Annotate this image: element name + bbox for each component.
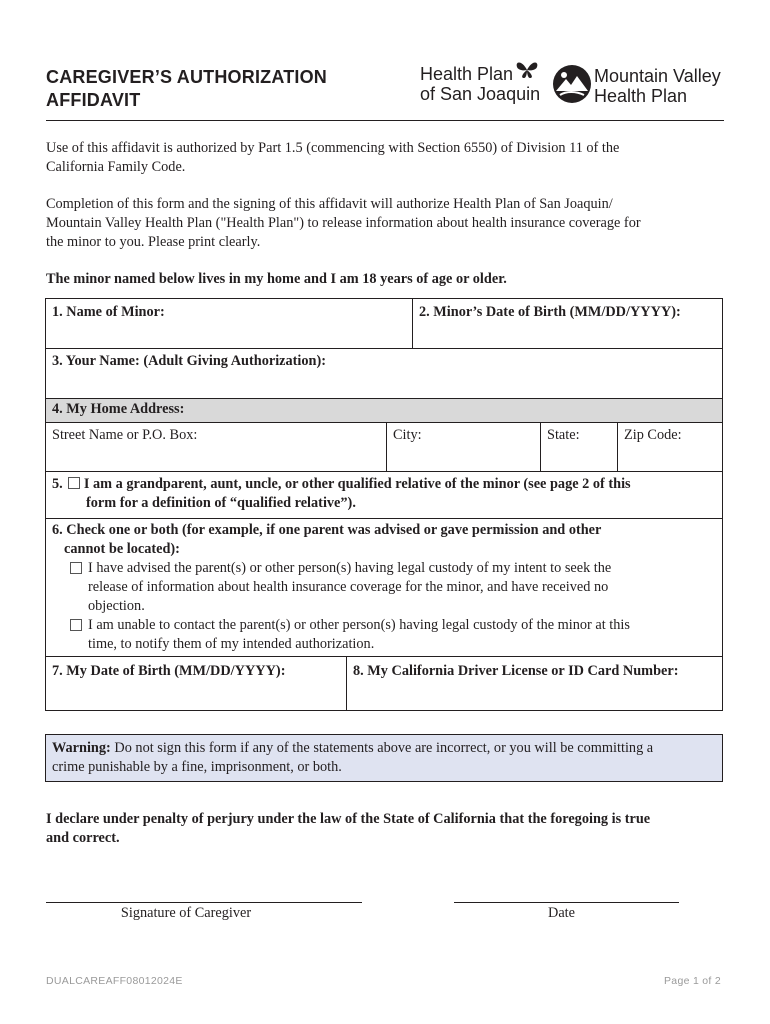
field5-line-1: I am a grandparent, aunt, uncle, or other qualified relative of the minor (see page 2 of this: [83, 476, 631, 492]
advised-parent-checkbox[interactable]: [70, 562, 82, 574]
caregiver-dob-label: 7. My Date of Birth (MM/DD/YYYY):: [52, 663, 286, 679]
mvhp-logo-line-2: Health Plan: [594, 86, 688, 106]
intro-p2-line-2: Mountain Valley Health Plan ("Health Plan") to release information about health insurance coverage for: [46, 215, 641, 231]
intro-p1-line-1: Use of this affidavit is authorized by Part 1.5 (commencing with Section 6550) of Division 11 of the: [46, 140, 620, 156]
zip-label: Zip Code:: [624, 427, 682, 443]
city-field[interactable]: [387, 423, 540, 471]
declaration-line-1: I declare under penalty of perjury under the law of the State of California that the foregoing is true: [46, 811, 651, 827]
qualified-relative-row: [46, 472, 722, 518]
opt1-line-2: release of information about health insurance coverage for the minor, and have received no: [88, 579, 609, 595]
street-field[interactable]: [46, 423, 386, 471]
minor-name-label: 1. Name of Minor:: [52, 304, 165, 320]
home-address-label: 4. My Home Address:: [52, 401, 185, 417]
form-code: DUALCAREAFF08012024E: [46, 975, 183, 987]
state-label: State:: [547, 427, 580, 443]
opt2-line-2: time, to notify them of my intended authorization.: [88, 636, 375, 652]
mvhp-logo: [594, 66, 721, 106]
warning-text-line-2: crime punishable by a fine, imprisonment, or both.: [52, 759, 342, 775]
qualified-relative-checkbox[interactable]: [68, 477, 80, 489]
city-label: City:: [393, 427, 422, 443]
date-signature-label: Date: [548, 905, 575, 921]
unable-to-contact-checkbox[interactable]: [70, 619, 82, 631]
custody-check-section: [46, 519, 722, 656]
title-line-2: AFFIDAVIT: [46, 90, 141, 110]
page-title: [46, 66, 327, 112]
adult-name-field[interactable]: [46, 349, 722, 398]
date-signature-line[interactable]: [454, 902, 679, 903]
butterfly-icon: [514, 58, 540, 82]
warning-box: [45, 734, 723, 782]
opt2-line-1: I am unable to contact the parent(s) or other person(s) having legal custody of the minor at this: [88, 617, 630, 633]
field6-line-2: cannot be located):: [64, 541, 180, 557]
option-unable-to-contact: [52, 616, 716, 654]
warning-label: Warning:: [52, 740, 111, 756]
street-label: Street Name or P.O. Box:: [52, 427, 198, 443]
field5-line-2: form for a definition of “qualified relative”).: [86, 495, 356, 511]
mountain-valley-icon: [552, 64, 592, 104]
caregiver-signature-label: Signature of Caregiver: [120, 905, 252, 921]
state-field[interactable]: [541, 423, 617, 471]
home-address-header: [46, 399, 722, 422]
hpsj-logo-line-1: Health Plan: [420, 64, 514, 84]
license-number-label: 8. My California Driver License or ID Card Number:: [353, 663, 679, 679]
affidavit-form: [45, 298, 723, 711]
intro-paragraph-2: [46, 195, 726, 252]
hpsj-logo-line-2: of San Joaquin: [420, 84, 541, 104]
minor-dob-field[interactable]: [413, 299, 723, 348]
intro-p1-line-2: California Family Code.: [46, 159, 186, 175]
opt1-line-1: I have advised the parent(s) or other person(s) having legal custody of my intent to seek the: [88, 560, 612, 576]
zip-field[interactable]: [618, 423, 722, 471]
perjury-declaration: [46, 810, 726, 848]
field6-line-1: 6. Check one or both (for example, if one parent was advised or gave permission and other: [52, 522, 602, 538]
intro-p2-line-3: the minor to you. Please print clearly.: [46, 234, 261, 250]
opt1-line-3: objection.: [88, 598, 145, 614]
header-divider: [46, 120, 724, 121]
minor-dob-label: 2. Minor’s Date of Birth (MM/DD/YYYY):: [419, 304, 681, 320]
intro-p2-line-1: Completion of this form and the signing of this affidavit will authorize Health Plan of San Joaquin/: [46, 196, 613, 212]
field5-number: 5.: [52, 476, 63, 492]
adult-name-label: 3. Your Name: (Adult Giving Authorization):: [52, 353, 327, 369]
minor-name-field[interactable]: [46, 299, 412, 348]
mvhp-logo-line-1: Mountain Valley: [594, 66, 721, 86]
title-line-1: CAREGIVER’S AUTHORIZATION: [46, 67, 328, 87]
declaration-line-2: and correct.: [46, 830, 120, 846]
caregiver-dob-field[interactable]: [46, 657, 346, 710]
caregiver-signature-line[interactable]: [46, 902, 362, 903]
license-number-field[interactable]: [347, 657, 722, 710]
residence-statement: The minor named below lives in my home and I am 18 years of age or older.: [46, 271, 507, 287]
intro-paragraph-1: [46, 139, 726, 177]
warning-text-line-1: Do not sign this form if any of the statements above are incorrect, or you will be committing a: [110, 740, 654, 756]
page-number: Page 1 of 2: [664, 975, 722, 987]
option-advised-parent: [52, 559, 716, 616]
